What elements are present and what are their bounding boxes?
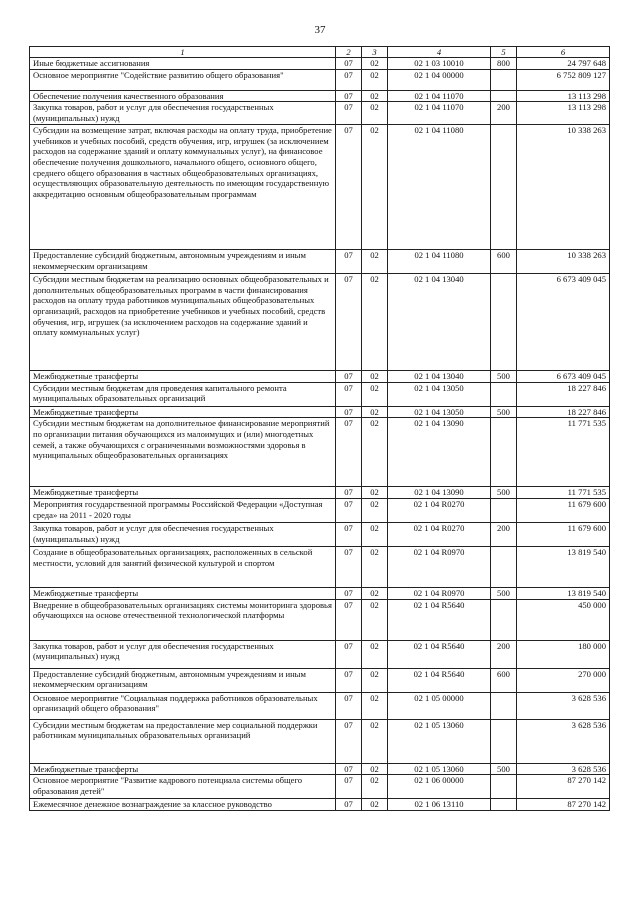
section-cell: 07 — [336, 125, 362, 250]
table-row — [30, 719, 610, 763]
table-row — [30, 274, 610, 371]
amount-cell: 450 000 — [517, 599, 610, 640]
amount-cell: 180 000 — [517, 640, 610, 668]
table-row — [30, 522, 610, 546]
section-cell: 07 — [336, 546, 362, 587]
expense-name-cell: Субсидии местным бюджетам на реализацию основных общеобразовательных и дополнительных общеобразовательных программ в части финансирования расходов на оплату труда работников муниципальных общеобразовательных организаций, расходов на приобретение учебников и учебных пособий, средств обучения, игр, игрушек (за исключением расходов на содержание зданий и оплату коммунальных услуг) — [30, 274, 336, 371]
subsection-cell: 02 — [362, 498, 388, 522]
expense-name-cell: Межбюджетные трансферты — [30, 763, 336, 775]
expense-type-cell: 500 — [491, 371, 517, 383]
subsection-cell: 02 — [362, 102, 388, 125]
expense-type-cell — [491, 382, 517, 406]
section-cell: 07 — [336, 763, 362, 775]
amount-cell: 24 797 648 — [517, 58, 610, 70]
amount-cell: 11 679 600 — [517, 498, 610, 522]
section-cell: 07 — [336, 250, 362, 274]
subsection-cell: 02 — [362, 371, 388, 383]
budget-table — [29, 46, 610, 811]
amount-cell: 87 270 142 — [517, 775, 610, 799]
table-row — [30, 406, 610, 418]
subsection-cell: 02 — [362, 692, 388, 719]
expense-type-cell — [491, 274, 517, 371]
target-code-cell: 02 1 04 R0270 — [388, 522, 491, 546]
amount-cell: 11 679 600 — [517, 522, 610, 546]
amount-cell: 6 673 409 045 — [517, 274, 610, 371]
expense-type-cell: 500 — [491, 487, 517, 499]
subsection-cell: 02 — [362, 58, 388, 70]
target-code-cell: 02 1 04 R0270 — [388, 498, 491, 522]
expense-type-cell: 600 — [491, 250, 517, 274]
section-cell: 07 — [336, 799, 362, 811]
expense-type-cell — [491, 775, 517, 799]
subsection-cell: 02 — [362, 546, 388, 587]
subsection-cell: 02 — [362, 125, 388, 250]
expense-type-cell: 800 — [491, 58, 517, 70]
amount-cell: 6 673 409 045 — [517, 371, 610, 383]
subsection-cell: 02 — [362, 90, 388, 102]
expense-name-cell: Мероприятия государственной программы Российской Федерации «Доступная среда» на 2011 - 2020 годы — [30, 498, 336, 522]
section-cell: 07 — [336, 719, 362, 763]
target-code-cell: 02 1 04 00000 — [388, 69, 491, 90]
section-cell: 07 — [336, 58, 362, 70]
expense-type-cell — [491, 546, 517, 587]
target-code-cell: 02 1 06 00000 — [388, 775, 491, 799]
expense-name-cell: Предоставление субсидий бюджетным, автономным учреждениям и иным некоммерческим организациям — [30, 668, 336, 692]
expense-name-cell: Основное мероприятие "Социальная поддержка работников образовательных организаций общего образования" — [30, 692, 336, 719]
target-code-cell: 02 1 05 00000 — [388, 692, 491, 719]
subsection-cell: 02 — [362, 250, 388, 274]
table-row — [30, 371, 610, 383]
table-row — [30, 640, 610, 668]
expense-type-cell — [491, 418, 517, 487]
subsection-cell: 02 — [362, 640, 388, 668]
subsection-cell: 02 — [362, 406, 388, 418]
amount-cell: 3 628 536 — [517, 719, 610, 763]
expense-type-cell — [491, 69, 517, 90]
expense-name-cell: Внедрение в общеобразовательных организациях системы мониторинга здоровья обучающихся на основе отечественной технологической платформы — [30, 599, 336, 640]
amount-cell: 11 771 535 — [517, 487, 610, 499]
subsection-cell: 02 — [362, 799, 388, 811]
expense-type-cell — [491, 799, 517, 811]
expense-name-cell: Субсидии местным бюджетам для проведения капитального ремонта муниципальных образовательных организаций — [30, 382, 336, 406]
table-row — [30, 668, 610, 692]
expense-type-cell: 500 — [491, 406, 517, 418]
expense-type-cell — [491, 90, 517, 102]
target-code-cell: 02 1 04 11080 — [388, 250, 491, 274]
expense-name-cell: Иные бюджетные ассигнования — [30, 58, 336, 70]
table-row — [30, 102, 610, 125]
subsection-cell: 02 — [362, 587, 388, 599]
expense-type-cell — [491, 125, 517, 250]
section-cell: 07 — [336, 692, 362, 719]
target-code-cell: 02 1 03 10010 — [388, 58, 491, 70]
column-header: 4 — [388, 47, 491, 58]
target-code-cell: 02 1 04 R0970 — [388, 546, 491, 587]
amount-cell: 11 771 535 — [517, 418, 610, 487]
expense-name-cell: Закупка товаров, работ и услуг для обеспечения государственных (муниципальных) нужд — [30, 640, 336, 668]
expense-type-cell: 200 — [491, 640, 517, 668]
amount-cell: 3 628 536 — [517, 692, 610, 719]
expense-name-cell: Создание в общеобразовательных организациях, расположенных в сельской местности, условий для занятий физической культурой и спортом — [30, 546, 336, 587]
expense-name-cell: Закупка товаров, работ и услуг для обеспечения государственных (муниципальных) нужд — [30, 522, 336, 546]
expense-name-cell: Основное мероприятие "Содействие развитию общего образования" — [30, 69, 336, 90]
subsection-cell: 02 — [362, 487, 388, 499]
amount-cell: 13 819 540 — [517, 546, 610, 587]
target-code-cell: 02 1 04 13040 — [388, 274, 491, 371]
expense-type-cell — [491, 692, 517, 719]
column-header-row — [30, 47, 610, 58]
expense-type-cell: 600 — [491, 668, 517, 692]
subsection-cell: 02 — [362, 69, 388, 90]
amount-cell: 13 113 298 — [517, 90, 610, 102]
target-code-cell: 02 1 04 11070 — [388, 102, 491, 125]
expense-type-cell — [491, 498, 517, 522]
expense-name-cell: Субсидии местным бюджетам на предоставление мер социальной поддержки работникам муниципальных образовательных организаций — [30, 719, 336, 763]
amount-cell: 270 000 — [517, 668, 610, 692]
table-row — [30, 763, 610, 775]
target-code-cell: 02 1 04 R0970 — [388, 587, 491, 599]
amount-cell: 6 752 809 127 — [517, 69, 610, 90]
section-cell: 07 — [336, 371, 362, 383]
amount-cell: 87 270 142 — [517, 799, 610, 811]
section-cell: 07 — [336, 90, 362, 102]
subsection-cell: 02 — [362, 522, 388, 546]
target-code-cell: 02 1 04 13040 — [388, 371, 491, 383]
subsection-cell: 02 — [362, 719, 388, 763]
target-code-cell: 02 1 04 R5640 — [388, 599, 491, 640]
table-row — [30, 125, 610, 250]
subsection-cell: 02 — [362, 775, 388, 799]
table-row — [30, 775, 610, 799]
target-code-cell: 02 1 04 13050 — [388, 406, 491, 418]
target-code-cell: 02 1 04 R5640 — [388, 640, 491, 668]
amount-cell: 18 227 846 — [517, 382, 610, 406]
table-row — [30, 58, 610, 70]
subsection-cell: 02 — [362, 599, 388, 640]
table-row — [30, 587, 610, 599]
target-code-cell: 02 1 04 13090 — [388, 418, 491, 487]
column-header: 5 — [491, 47, 517, 58]
expense-name-cell: Межбюджетные трансферты — [30, 371, 336, 383]
expense-name-cell: Предоставление субсидий бюджетным, автономным учреждениям и иным некоммерческим организациям — [30, 250, 336, 274]
expense-type-cell — [491, 719, 517, 763]
expense-name-cell: Межбюджетные трансферты — [30, 406, 336, 418]
table-row — [30, 599, 610, 640]
target-code-cell: 02 1 04 11070 — [388, 90, 491, 102]
table-row — [30, 546, 610, 587]
section-cell: 07 — [336, 640, 362, 668]
amount-cell: 18 227 846 — [517, 406, 610, 418]
section-cell: 07 — [336, 69, 362, 90]
expense-name-cell: Межбюджетные трансферты — [30, 487, 336, 499]
column-header: 3 — [362, 47, 388, 58]
table-row — [30, 487, 610, 499]
section-cell: 07 — [336, 487, 362, 499]
target-code-cell: 02 1 05 13060 — [388, 763, 491, 775]
expense-type-cell: 500 — [491, 587, 517, 599]
target-code-cell: 02 1 05 13060 — [388, 719, 491, 763]
section-cell: 07 — [336, 668, 362, 692]
expense-name-cell: Основное мероприятие "Развитие кадрового потенциала системы общего образования детей" — [30, 775, 336, 799]
section-cell: 07 — [336, 522, 362, 546]
expense-name-cell: Межбюджетные трансферты — [30, 587, 336, 599]
section-cell: 07 — [336, 498, 362, 522]
table-body — [30, 58, 610, 811]
amount-cell: 13 113 298 — [517, 102, 610, 125]
column-header: 2 — [336, 47, 362, 58]
subsection-cell: 02 — [362, 274, 388, 371]
section-cell: 07 — [336, 587, 362, 599]
expense-type-cell — [491, 599, 517, 640]
expense-name-cell: Субсидии на возмещение затрат, включая расходы на оплату труда, приобретение учебников и учебных пособий, средств обучения, игр, игрушек (за исключением расходов на содержание зданий и оплату коммунальных услуг), на финансовое обеспечение получения дошкольного, начального общего, основного общего, среднего общего образования в частных общеобразовательных организациях, осуществляющих образовательную деятельность по имеющим государственную аккредитацию основным общеобразовательным программам — [30, 125, 336, 250]
table-row — [30, 382, 610, 406]
table-row — [30, 69, 610, 90]
column-header: 6 — [517, 47, 610, 58]
table-row — [30, 250, 610, 274]
column-header: 1 — [30, 47, 336, 58]
expense-name-cell: Закупка товаров, работ и услуг для обеспечения государственных (муниципальных) нужд — [30, 102, 336, 125]
section-cell: 07 — [336, 406, 362, 418]
subsection-cell: 02 — [362, 763, 388, 775]
expense-name-cell: Субсидии местным бюджетам на дополнительное финансирование мероприятий по организации питания обучающихся из малоимущих и (или) многодетных семей, а также обучающихся с ограниченными возможностями здоровья в муниципальных общеобразовательных организациях — [30, 418, 336, 487]
target-code-cell: 02 1 04 13050 — [388, 382, 491, 406]
table-row — [30, 90, 610, 102]
expense-type-cell: 200 — [491, 522, 517, 546]
amount-cell: 13 819 540 — [517, 587, 610, 599]
table-row — [30, 799, 610, 811]
expense-type-cell: 500 — [491, 763, 517, 775]
amount-cell: 10 338 263 — [517, 125, 610, 250]
target-code-cell: 02 1 06 13110 — [388, 799, 491, 811]
section-cell: 07 — [336, 382, 362, 406]
page-number: 37 — [314, 24, 326, 36]
expense-type-cell: 200 — [491, 102, 517, 125]
section-cell: 07 — [336, 274, 362, 371]
target-code-cell: 02 1 04 13090 — [388, 487, 491, 499]
section-cell: 07 — [336, 418, 362, 487]
subsection-cell: 02 — [362, 668, 388, 692]
amount-cell: 10 338 263 — [517, 250, 610, 274]
section-cell: 07 — [336, 775, 362, 799]
expense-name-cell: Ежемесячное денежное вознаграждение за классное руководство — [30, 799, 336, 811]
section-cell: 07 — [336, 102, 362, 125]
expense-name-cell: Обеспечение получения качественного образования — [30, 90, 336, 102]
subsection-cell: 02 — [362, 418, 388, 487]
table-row — [30, 418, 610, 487]
amount-cell: 3 628 536 — [517, 763, 610, 775]
table-row — [30, 498, 610, 522]
subsection-cell: 02 — [362, 382, 388, 406]
section-cell: 07 — [336, 599, 362, 640]
target-code-cell: 02 1 04 R5640 — [388, 668, 491, 692]
table-row — [30, 692, 610, 719]
target-code-cell: 02 1 04 11080 — [388, 125, 491, 250]
